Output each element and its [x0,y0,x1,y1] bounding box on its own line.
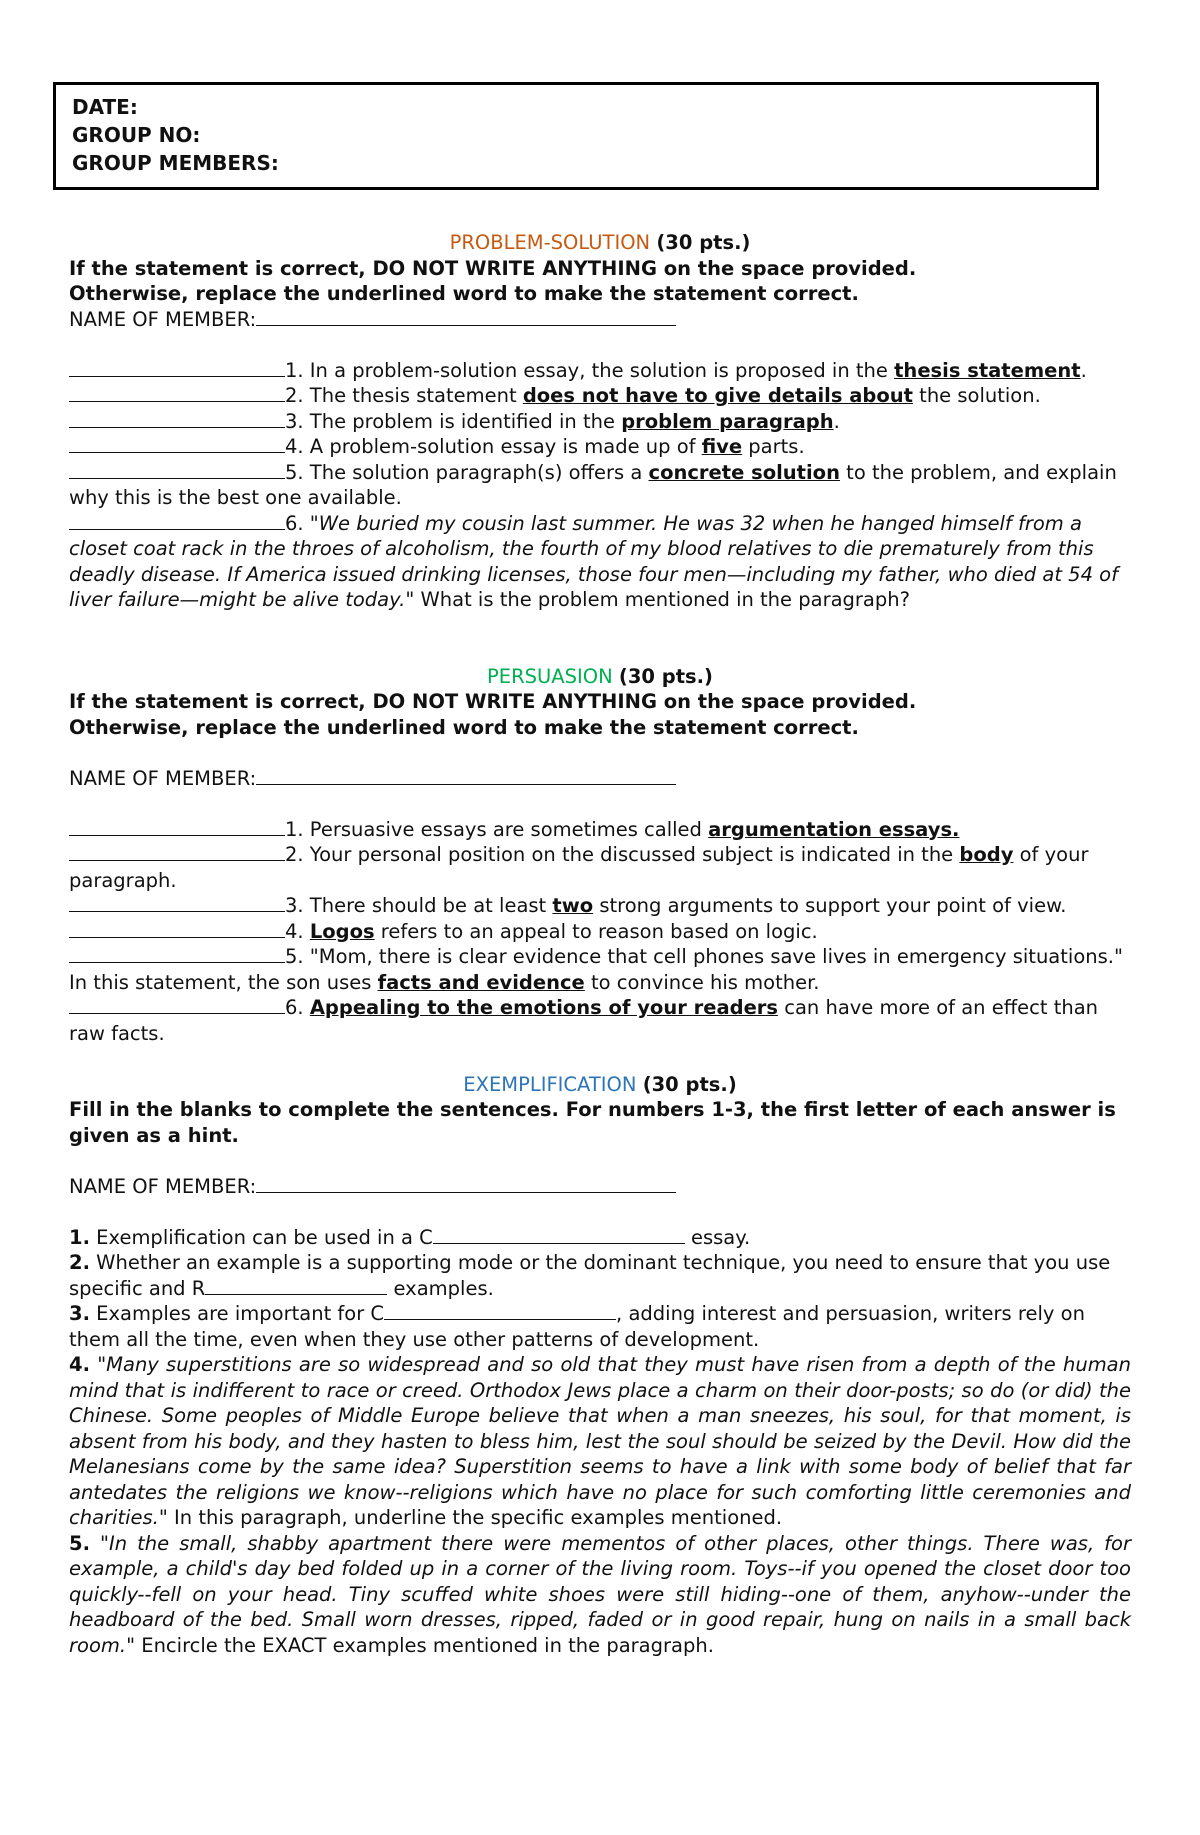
answer-blank[interactable] [69,995,285,1014]
exemplification-title [69,1072,1131,1098]
date-label: DATE: [72,95,138,119]
problem-item-2: 2. The thesis statement does not have to give details about the solution. [69,383,1131,409]
group-info-box [53,82,1099,190]
answer-blank[interactable] [69,842,285,861]
fill-blank[interactable] [384,1301,616,1320]
exemplification-heading: EXEMPLIFICATION [463,1072,637,1096]
answer-blank[interactable] [69,919,285,938]
answer-blank[interactable] [69,358,285,377]
underlined-term: body [959,843,1014,866]
underlined-term: thesis statement [894,358,1081,382]
underlined-term: Logos [309,919,375,943]
problem-item-5: 5. The solution paragraph(s) offers a concrete solution to the problem, and explain why this is the best one available. [69,460,1117,509]
exemplification-item-2: 2. Whether an example is a supporting mode or the dominant technique, you need to ensure that you use specific and R examples. [69,1251,1111,1300]
answer-blank[interactable] [69,409,285,428]
persuasion-heading: PERSUASION [487,664,613,688]
hint-letter: C [370,1302,385,1325]
member-name-blank[interactable] [256,307,676,326]
underlined-term: problem paragraph [621,409,834,433]
member-label: NAME OF MEMBER: [69,1174,257,1198]
group-no-label: GROUP NO: [72,123,201,147]
persuasion-instruction-2: Otherwise, replace the underlined word to make the statement correct. [69,715,859,739]
persuasion-instruction-1: If the statement is correct, DO NOT WRITE ANYTHING on the space provided. [69,690,917,713]
problem-item-6: 6. "We buried my cousin last summer. He was 32 when he hanged himself from a closet coat rack in the throes of alcoholism, the fourth of my blood relatives to die prematurely from this deadly disease. If America issued drinking licenses, those four men—including my father, who died at 54 of liver failure—might be alive today." What is the problem mentioned in the paragraph? [69,511,1118,611]
quoted-passage: We buried my cousin last summer. He was 32 when he hanged himself from a closet coat rack in the throes of alcoholism, the fourth of my blood relatives to die prematurely from this deadly disease. If America issued drinking licenses, those four men—including my father, who died at 54 of liver failure—might be alive today. [69,511,1118,611]
problem-solution-title [69,230,1131,256]
quoted-passage: In the small, shabby apartment there were mementos of other places, other things. There was, for example, a child's day bed folded up in a corner of the living room. Toys--if you opened the closet door too quickly--fell on your head. Tiny scuffed white shoes were still hiding--one of them, anyhow--under the headboard of the bed. Small worn dresses, ripped, faded or in good repair, hung on nails in a small back room. [69,1531,1131,1657]
persuasion-member-line [69,766,1131,792]
answer-blank[interactable] [69,511,285,530]
persuasion-item-6: 6. Appealing to the emotions of your readers can have more of an effect than raw facts. [69,996,1099,1045]
exemplification-item-5: 5. "In the small, shabby apartment there were mementos of other places, other things. There was, for example, a child's day bed folded up in a corner of the living room. Toys--if you opened the closet door too quickly--fell on your head. Tiny scuffed white shoes were still hiding--one of them, anyhow--under the headboard of the bed. Small worn dresses, ripped, faded or in good repair, hung on nails in a small back room." Encircle the EXACT examples mentioned in the paragraph. [69,1531,1131,1657]
worksheet-content [69,230,1131,1658]
problem-item-1: 1. In a problem-solution essay, the solution is proposed in the thesis statement. [69,358,1131,384]
exemplification-item-3: 3. Examples are important for C , adding interest and persuasion, writers rely on them all the time, even when they use other patterns of development. [69,1302,1085,1351]
persuasion-item-5: 5. "Mom, there is clear evidence that cell phones save lives in emergency situations." In this statement, the son uses facts and evidence to convince his mother. [69,945,1123,994]
member-label: NAME OF MEMBER: [69,307,257,331]
hint-letter: R [191,1276,206,1300]
answer-blank[interactable] [69,893,285,912]
answer-blank[interactable] [69,460,285,479]
exemplification-item-4: 4. "Many superstitions are so widespread and so old that they must have risen from a depth of the human mind that is indifferent to race or creed. Orthodox Jews place a charm on their door-posts; so do (or did) the Chinese. Some peoples of Middle Europe believe that when a man sneezes, his soul, for that moment, is absent from his body, and they hasten to bless him, lest the soul should be seized by the Devil. How did the Melanesians come by the same idea? Superstition seems to have a link with some body of belief that far antedates the religions we know--religions which have no place for such comforting little ceremonies and charities." In this paragraph, underline the specific examples mentioned. [69,1353,1131,1529]
problem-instruction-1: If the statement is correct, DO NOT WRITE ANYTHING on the space provided. [69,256,917,280]
member-label: NAME OF MEMBER: [69,766,257,790]
underlined-term: concrete solution [648,460,840,484]
member-name-blank[interactable] [256,766,676,785]
answer-blank[interactable] [69,383,285,402]
underlined-term: facts and evidence [377,970,585,994]
hint-letter: C [419,1225,433,1249]
exemplification-points: (30 pts.) [642,1072,737,1096]
underlined-term: two [552,894,594,917]
persuasion-item-2: 2. Your personal position on the discussed subject is indicated in the body of your paragraph. [69,843,1089,892]
quoted-passage: Many superstitions are so widespread and so old that they must have risen from a depth of the human mind that is indifferent to race or creed. Orthodox Jews place a charm on their door-posts; so do (or did) the Chinese. Some peoples of Middle Europe believe that when a man sneezes, his soul, for that moment, is absent from his body, and they hasten to bless him, lest the soul should be seized by the Devil. How did the Melanesians come by the same idea? Superstition seems to have a link with some body of belief that far antedates the religions we know--religions which have no place for such comforting little ceremonies and charities. [69,1353,1131,1529]
underlined-term: does not have to give details about [522,384,913,407]
underlined-term: argumentation essays. [708,817,960,841]
persuasion-points: (30 pts.) [618,664,713,688]
underlined-term: five [701,435,743,458]
exemplification-item-1: 1. Exemplification can be used in a C essay. [69,1225,751,1249]
answer-blank[interactable] [69,817,285,836]
persuasion-item-1: 1. Persuasive essays are sometimes called argumentation essays. [69,817,1131,843]
exemplification-instruction: Fill in the blanks to complete the sentences. For numbers 1-3, the first letter of each answer is given as a hint. [69,1098,1116,1147]
persuasion-item-4: 4. Logos refers to an appeal to reason based on logic. [69,919,1131,945]
problem-solution-points: (30 pts.) [656,231,751,254]
member-name-blank[interactable] [256,1174,676,1193]
persuasion-item-3: 3. There should be at least two strong arguments to support your point of view. [69,893,1131,919]
persuasion-title [69,664,1131,690]
underlined-term: Appealing to the emotions of your readers [309,996,779,1019]
problem-instruction-2: Otherwise, replace the underlined word to make the statement correct. [69,282,859,305]
problem-item-3: 3. The problem is identified in the problem paragraph. [69,409,1131,435]
problem-item-4: 4. A problem-solution essay is made up of five parts. [69,434,1131,460]
answer-blank[interactable] [69,944,285,963]
exemplification-member-line [69,1174,1131,1200]
fill-blank[interactable] [205,1276,387,1295]
problem-member-line [69,307,1131,333]
fill-blank[interactable] [433,1225,685,1244]
group-members-label: GROUP MEMBERS: [72,151,279,175]
problem-solution-heading: PROBLEM-SOLUTION [449,231,651,254]
answer-blank[interactable] [69,434,285,453]
